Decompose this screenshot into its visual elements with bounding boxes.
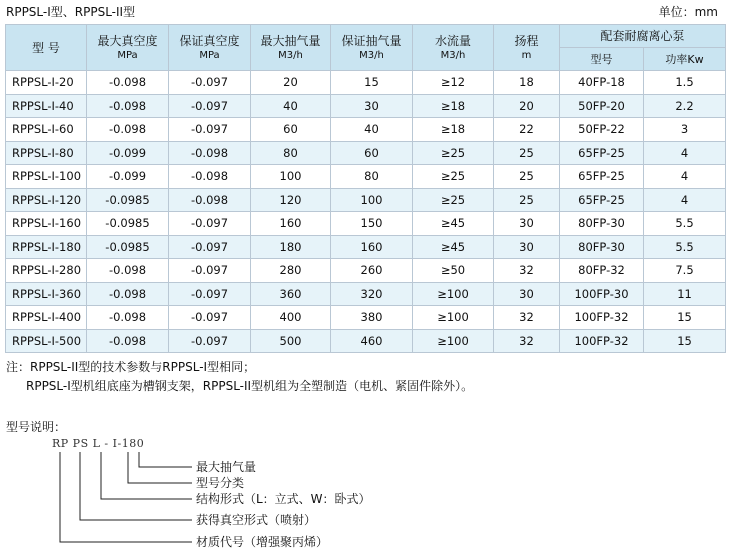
cell-lift: 22 [494,118,560,142]
cell-max-pump-rate: 20 [251,71,331,95]
header-guaranteed-vacuum: 保证真空度 MPa [169,25,251,71]
cell-guaranteed-pump-rate: 60 [331,141,413,165]
cell-pump-model: 80FP-30 [560,212,644,236]
cell-guaranteed-pump-rate: 15 [331,71,413,95]
cell-pump-model: 100FP-32 [560,306,644,330]
cell-lift: 30 [494,282,560,306]
header-pump-group: 配套耐腐离心泵 [560,25,726,48]
cell-lift: 32 [494,259,560,283]
unit-label: 单位：mm [658,5,718,19]
cell-guaranteed-vacuum: -0.097 [169,235,251,259]
cell-guaranteed-pump-rate: 40 [331,118,413,142]
note-line-1: 注：RPPSL-II型的技术参数与RPPSL-I型相同； [6,360,256,374]
cell-max-vacuum: -0.098 [87,329,169,353]
cell-guaranteed-pump-rate: 160 [331,235,413,259]
cell-model: RPPSL-I-500 [6,329,87,353]
cell-guaranteed-vacuum: -0.097 [169,282,251,306]
cell-guaranteed-vacuum: -0.098 [169,141,251,165]
cell-pump-model: 50FP-20 [560,94,644,118]
header-max-vacuum: 最大真空度 MPa [87,25,169,71]
cell-guaranteed-pump-rate: 30 [331,94,413,118]
cell-water-flow: ≥12 [413,71,494,95]
cell-max-vacuum: -0.0985 [87,212,169,236]
cell-water-flow: ≥45 [413,212,494,236]
cell-max-vacuum: -0.098 [87,306,169,330]
cell-max-pump-rate: 180 [251,235,331,259]
cell-pump-model: 80FP-32 [560,259,644,283]
cell-lift: 30 [494,212,560,236]
cell-model: RPPSL-I-100 [6,165,87,189]
cell-pump-model: 100FP-30 [560,282,644,306]
cell-model: RPPSL-I-360 [6,282,87,306]
cell-max-pump-rate: 100 [251,165,331,189]
cell-max-pump-rate: 60 [251,118,331,142]
cell-power: 2.2 [644,94,726,118]
cell-guaranteed-pump-rate: 150 [331,212,413,236]
cell-power: 1.5 [644,71,726,95]
cell-lift: 25 [494,141,560,165]
cell-model: RPPSL-I-60 [6,118,87,142]
cell-water-flow: ≥25 [413,165,494,189]
cell-pump-model: 65FP-25 [560,188,644,212]
cell-water-flow: ≥45 [413,235,494,259]
cell-pump-model: 100FP-32 [560,329,644,353]
cell-max-pump-rate: 500 [251,329,331,353]
cell-water-flow: ≥50 [413,259,494,283]
cell-model: RPPSL-I-180 [6,235,87,259]
cell-max-vacuum: -0.0985 [87,235,169,259]
cell-water-flow: ≥18 [413,118,494,142]
cell-lift: 25 [494,165,560,189]
cell-max-pump-rate: 120 [251,188,331,212]
cell-model: RPPSL-I-400 [6,306,87,330]
cell-water-flow: ≥100 [413,306,494,330]
cell-max-pump-rate: 80 [251,141,331,165]
cell-guaranteed-vacuum: -0.097 [169,306,251,330]
cell-max-vacuum: -0.098 [87,282,169,306]
cell-model: RPPSL-I-280 [6,259,87,283]
cell-power: 5.5 [644,212,726,236]
header-max-pump-rate: 最大抽气量 M3/h [251,25,331,71]
cell-model: RPPSL-I-120 [6,188,87,212]
cell-max-vacuum: -0.098 [87,118,169,142]
model-explanation-title: 型号说明： [6,420,67,434]
cell-power: 15 [644,306,726,330]
cell-power: 5.5 [644,235,726,259]
legend-item-model-class: 型号分类 [196,476,245,490]
header-water-flow: 水流量 M3/h [413,25,494,71]
cell-guaranteed-vacuum: -0.097 [169,71,251,95]
cell-power: 3 [644,118,726,142]
header-power: 功率Kw [644,48,726,71]
header-guaranteed-pump-rate: 保证抽气量 M3/h [331,25,413,71]
cell-power: 4 [644,165,726,189]
cell-guaranteed-pump-rate: 100 [331,188,413,212]
cell-guaranteed-vacuum: -0.097 [169,212,251,236]
header-pump-model: 型号 [560,48,644,71]
cell-guaranteed-vacuum: -0.098 [169,165,251,189]
cell-lift: 18 [494,71,560,95]
legend-item-material: 材质代号（增强聚丙烯） [196,535,329,549]
cell-max-pump-rate: 280 [251,259,331,283]
cell-guaranteed-pump-rate: 80 [331,165,413,189]
cell-pump-model: 50FP-22 [560,118,644,142]
cell-model: RPPSL-I-160 [6,212,87,236]
cell-power: 15 [644,329,726,353]
cell-guaranteed-vacuum: -0.097 [169,94,251,118]
cell-lift: 32 [494,306,560,330]
cell-water-flow: ≥100 [413,282,494,306]
cell-water-flow: ≥25 [413,188,494,212]
cell-guaranteed-vacuum: -0.098 [169,188,251,212]
cell-model: RPPSL-I-80 [6,141,87,165]
cell-pump-model: 80FP-30 [560,235,644,259]
cell-lift: 25 [494,188,560,212]
cell-guaranteed-pump-rate: 460 [331,329,413,353]
legend-item-max-pump-rate: 最大抽气量 [196,460,257,474]
cell-pump-model: 40FP-18 [560,71,644,95]
cell-model: RPPSL-I-20 [6,71,87,95]
cell-lift: 20 [494,94,560,118]
cell-max-pump-rate: 160 [251,212,331,236]
cell-max-vacuum: -0.099 [87,141,169,165]
cell-guaranteed-vacuum: -0.097 [169,329,251,353]
cell-max-pump-rate: 360 [251,282,331,306]
cell-water-flow: ≥25 [413,141,494,165]
cell-guaranteed-vacuum: -0.097 [169,118,251,142]
cell-lift: 30 [494,235,560,259]
cell-power: 4 [644,188,726,212]
header-model: 型 号 [6,25,87,71]
cell-water-flow: ≥18 [413,94,494,118]
cell-max-vacuum: -0.0985 [87,188,169,212]
cell-max-vacuum: -0.098 [87,259,169,283]
cell-guaranteed-pump-rate: 320 [331,282,413,306]
cell-max-pump-rate: 400 [251,306,331,330]
cell-model: RPPSL-I-40 [6,94,87,118]
cell-power: 4 [644,141,726,165]
cell-guaranteed-vacuum: -0.097 [169,259,251,283]
legend-item-structure: 结构形式（L：立式、W：卧式） [196,492,371,506]
cell-guaranteed-pump-rate: 260 [331,259,413,283]
cell-max-vacuum: -0.099 [87,165,169,189]
header-lift: 扬程 m [494,25,560,71]
cell-guaranteed-pump-rate: 380 [331,306,413,330]
cell-pump-model: 65FP-25 [560,165,644,189]
note-line-2: RPPSL-I型机组底座为槽钢支架，RPPSL-II型机组为全塑制造（电机、紧固件除外）。 [26,379,474,393]
model-code: RP PS L - I-180 [52,437,145,450]
cell-max-pump-rate: 40 [251,94,331,118]
cell-power: 11 [644,282,726,306]
cell-pump-model: 65FP-25 [560,141,644,165]
cell-max-vacuum: -0.098 [87,94,169,118]
cell-max-vacuum: -0.098 [87,71,169,95]
cell-power: 7.5 [644,259,726,283]
legend-item-vacuum-method: 获得真空形式（喷射） [196,513,317,527]
page-title: RPPSL-I型、RPPSL-II型 [6,5,136,19]
cell-water-flow: ≥100 [413,329,494,353]
cell-lift: 32 [494,329,560,353]
